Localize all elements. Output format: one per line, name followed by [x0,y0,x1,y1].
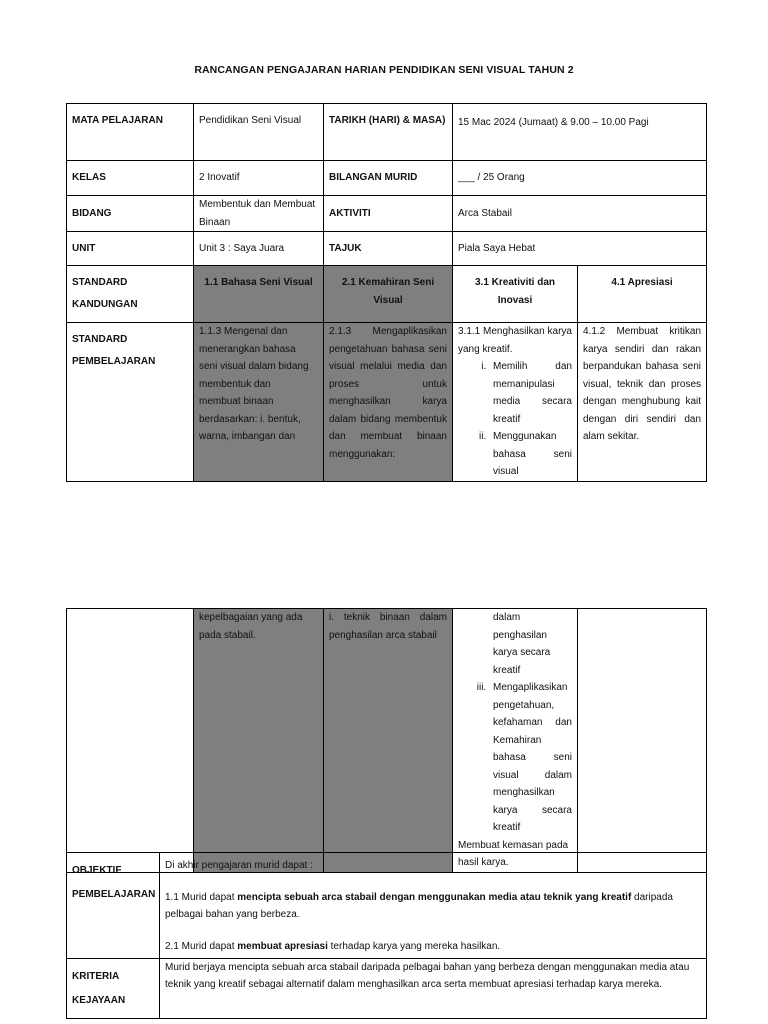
sk-bahasa-seni-visual: 1.1 Bahasa Seni Visual [194,266,324,323]
sp-kreativiti-item-ii: ii. Menggunakan bahasa seni visual [489,428,572,481]
kriteria-label: KRITERIA KEJAYAAN [67,959,160,1019]
objektif-intro: Di akhir pengajaran murid dapat : [165,860,313,871]
tajuk-value: Piala Saya Hebat [453,232,707,266]
lesson-plan-table-top [66,103,707,482]
tajuk-label: TAJUK [324,232,453,266]
tarikh-value: 15 Mac 2024 (Jumaat) & 9.00 – 10.00 Pagi [453,104,707,161]
sp-bahasa-seni-visual-cont: kepelbagaian yang ada pada stabail. [194,609,324,873]
objektif-content [160,853,707,959]
bidang-label: BIDANG [67,196,194,232]
tarikh-label: TARIKH (HARI) & MASA) [324,104,453,161]
sk-apresiasi: 4.1 Apresiasi [578,266,707,323]
sp-kreativiti-end: Membuat kemasan pada hasil karya. [458,839,569,868]
sp-kemahiran-seni-visual-cont: i. teknik binaan dalam penghasilan arca stabail [324,609,453,873]
sp-kreativiti-item-iii: iii. Mengaplikasikan pengetahuan, kefahaman dan Kemahiran bahasa seni visual dalam menghasilkan karya secara kreatif [489,679,572,837]
document-title: RANCANGAN PENGAJARAN HARIAN PENDIDIKAN SENI VISUAL TAHUN 2 [194,64,574,76]
objektif-label: OBJEKTIF PEMBELAJARAN [67,853,160,959]
sk-kreativiti-inovasi: 3.1 Kreativiti dan Inovasi [453,266,578,323]
sp-bahasa-seni-visual: 1.1.3 Mengenal dan menerangkan bahasa seni visual dalam bidang membentuk dan membuat binaan berdasarkan: i. bentuk, warna, imbangan dan [194,323,324,482]
sp-kreativiti-item-ii-cont: dalam penghasilan karya secara kreatif [493,612,551,676]
objektif-kriteria-table [66,852,707,1019]
kelas-label: KELAS [67,161,194,196]
sp-continued-label-cell [67,609,194,873]
bilangan-label: BILANGAN MURID [324,161,453,196]
sp-kreativiti-inovasi-cont [453,609,578,873]
sk-kemahiran-seni-visual: 2.1 Kemahiran Seni Visual [324,266,453,323]
aktiviti-value: Arca Stabail [453,196,707,232]
standard-pembelajaran-label: STANDARD PEMBELAJARAN [67,323,194,482]
sp-kreativiti-item-i: i. Memilih dan memanipulasi media secara kreatif [489,358,572,428]
standard-kandungan-label: STANDARD KANDUNGAN [67,266,194,323]
sp-apresiasi-cont [578,609,707,873]
bidang-value: Membentuk dan Membuat Binaan [194,196,324,232]
mata-pelajaran-value: Pendidikan Seni Visual [194,104,324,161]
sp-apresiasi: 4.1.2 Membuat kritikan karya sendiri dan rakan berpandukan bahasa seni visual, teknik dan proses dengan menghubung kait dengan diri sendiri dan alam sekitar. [578,323,707,482]
objektif-item-1: 1.1 Murid dapat mencipta sebuah arca stabail dengan menggunakan media atau teknik yang kreatif daripada pelbagai bahan yang berbeza. [165,892,673,920]
sp-kemahiran-seni-visual: 2.1.3 Mengaplikasikan pengetahuan bahasa seni visual melalui media dan proses untuk menghasilkan karya dalam bidang membentuk dan membuat binaan menggunakan: [324,323,453,482]
kelas-value: 2 Inovatif [194,161,324,196]
sp-kreativiti-intro: 3.1.1 Menghasilkan karya yang kreatif. [458,326,572,355]
kriteria-text: Murid berjaya mencipta sebuah arca stabail daripada pelbagai bahan yang berbeza dengan menggunakan media atau teknik yang kreatif sebagai alternatif dalam menghasilkan arca serta membuat apresiasi terhadap karya mereka. [160,959,707,1019]
sp-kreativiti-inovasi [453,323,578,482]
bilangan-value: ___ / 25 Orang [453,161,707,196]
mata-pelajaran-label: MATA PELAJARAN [67,104,194,161]
aktiviti-label: AKTIVITI [324,196,453,232]
lesson-plan-table-bottom [66,608,707,873]
unit-value: Unit 3 : Saya Juara [194,232,324,266]
unit-label: UNIT [67,232,194,266]
objektif-item-2: 2.1 Murid dapat membuat apresiasi terhadap karya yang mereka hasilkan. [165,941,501,952]
